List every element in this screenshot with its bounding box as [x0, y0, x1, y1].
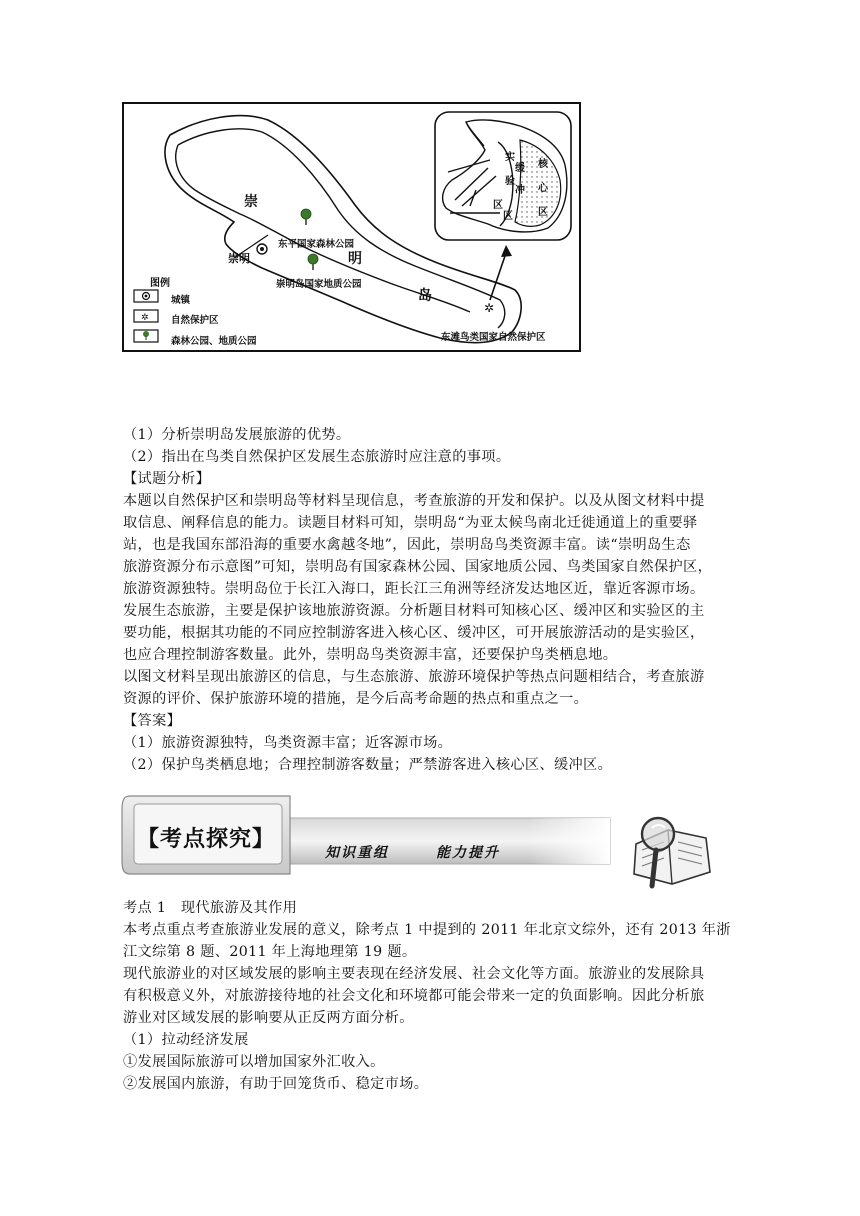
- forest-park-label: 东平国家森林公园: [278, 239, 355, 250]
- svg-text:✲: ✲: [141, 313, 149, 323]
- answer-line-2: （2）保护鸟类栖息地；合理控制游客数量；严禁游客进入核心区、缓冲区。: [123, 757, 613, 773]
- inset-label-core-1: 核: [538, 159, 548, 170]
- reserve-label: 东滩鸟类国家自然保护区: [441, 332, 546, 343]
- answer-line-1: （1）旅游资源独特，鸟类资源丰富；近客源市场。: [123, 735, 453, 751]
- inset-label-exp-3: 区: [493, 200, 503, 211]
- question-2: （2）指出在鸟类自然保护区发展生态旅游时应注意的事项。: [123, 449, 511, 465]
- analysis-line: 以图文材料呈现出旅游区的信息，与生态旅游、旅游环境保护等热点问题相结合，考查旅游: [123, 669, 705, 685]
- analysis-line: 发展生态旅游，主要是保护该地旅游资源。分析题目材料可知核心区、缓冲区和实验区的主: [123, 603, 705, 619]
- section-line: ②发展国内旅游，有助于回笼货币、稳定市场。: [123, 1076, 429, 1092]
- nature-reserve-symbol-icon: ✲: [484, 301, 495, 315]
- magnifier-book-icon: [628, 808, 718, 890]
- section-line: ①发展国际旅游可以增加国家外汇收入。: [123, 1054, 385, 1070]
- town-label: 崇明: [228, 252, 250, 265]
- section-line: 现代旅游业的对区域发展的影响主要表现在经济发展、社会文化等方面。旅游业的发展除具: [123, 966, 705, 982]
- town-marker-icon: [257, 244, 267, 254]
- analysis-line: 旅游资源分布示意图”可知，崇明岛有国家森林公园、国家地质公园、鸟类国家自然保护区，: [123, 559, 713, 575]
- banner-sub-1: 知识重组: [325, 845, 389, 861]
- analysis-line: 旅游资源独特。崇明岛位于长江入海口，距长江三角洲等经济发达地区近，靠近客源市场。: [123, 581, 705, 597]
- analysis-line: 资源的评价、保护旅游环境的措施，是今后高考命题的热点和重点之一。: [123, 691, 589, 707]
- section-line: 本考点重点考查旅游业发展的意义，除考点 1 中提到的 2011 年北京文综外，还有 2013 年浙: [123, 922, 731, 938]
- island-char-3: 岛: [418, 288, 432, 304]
- inset-label-core-3: 区: [538, 207, 548, 218]
- banner-title: 【考点探究】: [137, 827, 276, 852]
- legend-item-town: 城镇: [171, 295, 191, 306]
- section-line: 有积极意义外，对旅游接待地的社会文化和环境都可能会带来一定的负面影响。因此分析旅: [123, 988, 705, 1004]
- analysis-heading: 【试题分析】: [123, 471, 211, 487]
- inset-label-core-2: 心: [538, 183, 548, 194]
- legend-item-reserve: 自然保护区: [171, 315, 219, 326]
- answer-heading: 【答案】: [123, 713, 182, 729]
- question-1: （1）分析崇明岛发展旅游的优势。: [123, 427, 351, 443]
- chongming-map: [0, 0, 860, 400]
- section-line: 江文综第 8 题、2011 年上海地理第 19 题。: [123, 944, 417, 960]
- inset-label-exp-2: 验: [505, 176, 515, 187]
- island-char-2: 明: [348, 251, 362, 267]
- island-char-1: 崇: [244, 194, 258, 210]
- analysis-line: 取信息、阐释信息的能力。读题目材料可知，崇明岛“为亚太候鸟南北迁徙通道上的重要驿: [123, 515, 698, 531]
- section-line: 游业对区域发展的影响要从正反两方面分析。: [123, 1010, 414, 1026]
- geo-park-label: 崇明岛国家地质公园: [276, 279, 362, 290]
- inset-label-exp-1: 实: [505, 152, 515, 163]
- analysis-line: 站，也是我国东部沿海的重要水禽越冬地”，因此，崇明岛鸟类资源丰富。读“崇明岛生态: [123, 537, 691, 553]
- analysis-line: 本题以自然保护区和崇明岛等材料呈现信息，考查旅游的开发和保护。以及从图文材料中提: [123, 493, 705, 509]
- inset-label-buf-2: 冲: [515, 185, 525, 196]
- inset-label-buf-3: 区: [503, 211, 513, 222]
- section-line: （1）拉动经济发展: [123, 1032, 249, 1048]
- banner-sub-2: 能力提升: [436, 845, 500, 861]
- analysis-line: 要功能，根据其功能的不同应控制游客进入核心区、缓冲区，可开展旅游活动的是实验区，: [123, 625, 705, 641]
- analysis-line: 也应合理控制游客数量。此外，崇明岛鸟类资源丰富，还要保护鸟类栖息地。: [123, 647, 618, 663]
- inset-label-buf-1: 缓: [515, 163, 525, 174]
- section-heading: 考点 1 现代旅游及其作用: [123, 900, 298, 916]
- legend-item-park: 森林公园、地质公园: [171, 336, 257, 347]
- legend-title: 图例: [150, 278, 170, 289]
